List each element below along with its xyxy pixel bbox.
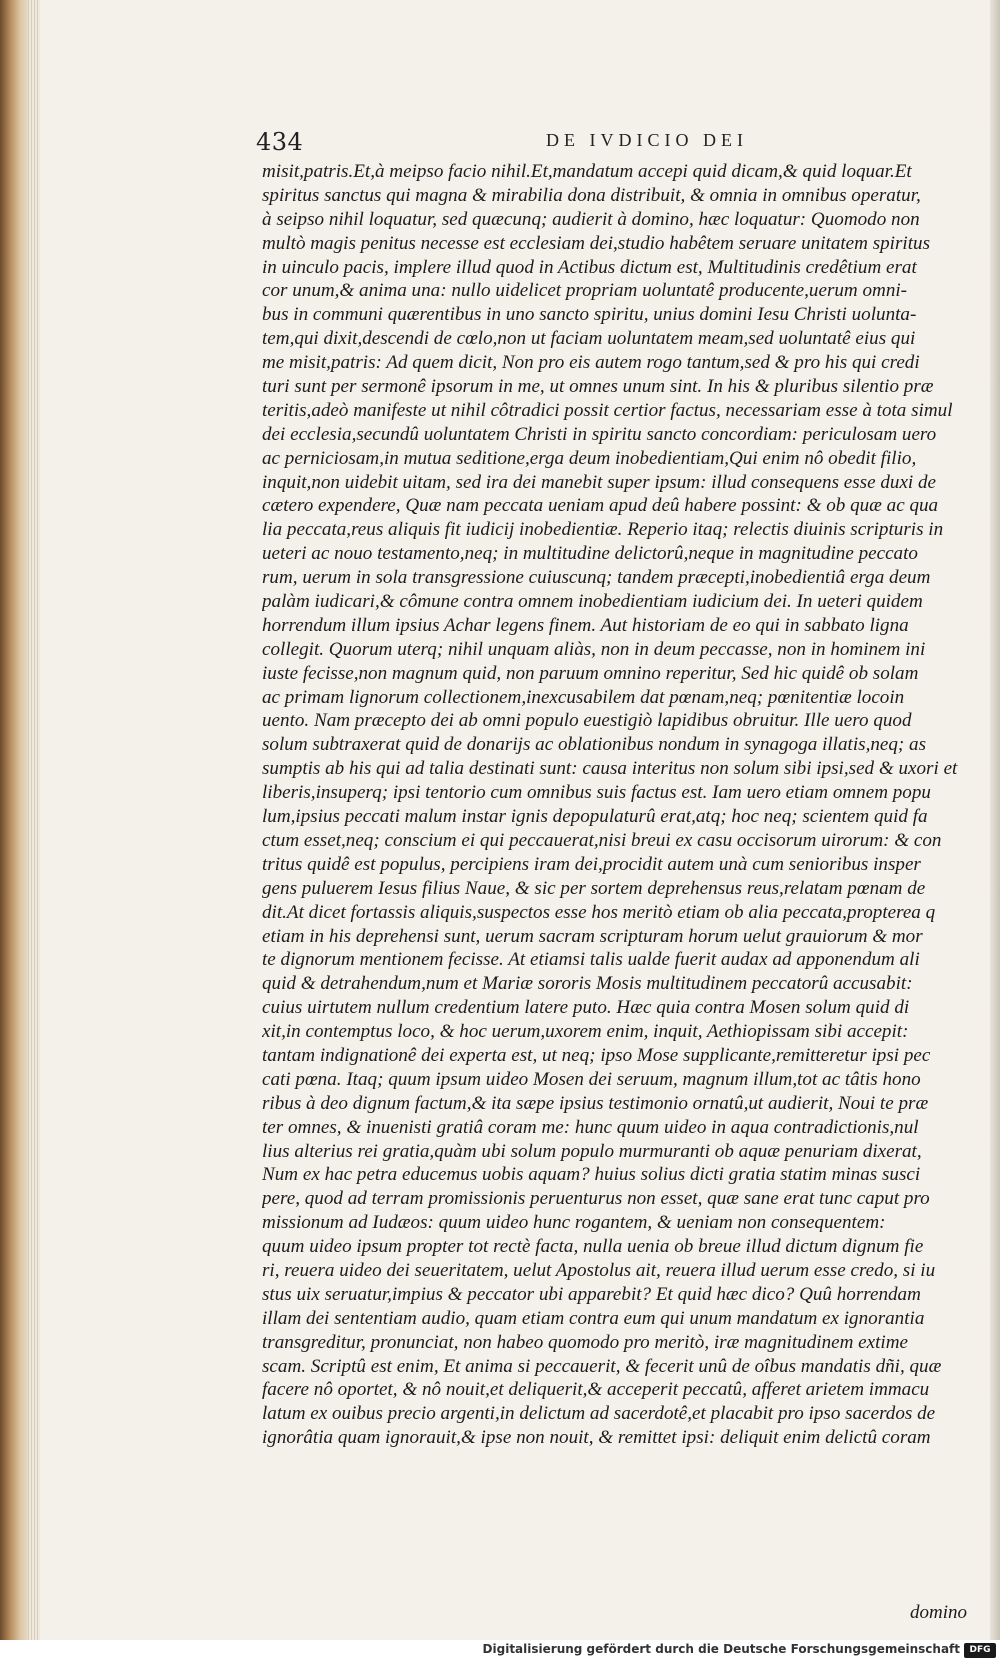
text-line: dei ecclesia,secundû uoluntatem Christi in spiritu sancto concordiam: periculosam uero [262,423,937,445]
text-line: bus in communi quærentibus in uno sancto spiritu, unius domini Iesu Christi uolunta- [262,304,917,326]
text-line: in uinculo pacis, implere illud quod in Actibus dictum est, Multitudinis credêtium erat [262,256,917,278]
text-line: spiritus sanctus qui magna & mirabilia dona distribuit, & omnia in omnibus operatur, [262,184,921,206]
text-line: ac perniciosam,in mutua seditione,erga deum inobedientiam,Qui enim nô obedit filio, [262,447,917,469]
text-line: cor unum,& anima una: nullo uidelicet propriam uoluntatê producente,uerum omni- [262,280,908,302]
text-line: misit,patris.Et,à meipso facio nihil.Et,mandatum accepi quid dicam,& quid loquar.Et [262,161,912,182]
text-line: dit.At dicet fortassis aliquis,suspectos esse hos meritò etiam ob alia peccata,propterea q [262,901,936,923]
text-line: ctum esset,neq; conscium ei qui peccauerat,nisi breui ex casu occisorum uirorum: & con [262,829,942,851]
text-line: illam dei sententiam audio, quam etiam contra eum qui unum mandatum ex ignorantia [262,1307,925,1329]
text-line: à seipso nihil loquatur, sed quæcunq; audierit à domino, hæc loquatur: Quomodo non [262,208,920,230]
text-line: pere, quod ad terram promissionis peruenturus non esset, quæ sane erat tunc caput pro [262,1188,930,1210]
text-line: cati pœna. Itaq; quum ipsum uideo Mosen dei seruum, magnum illum,tot ac tâtis hono [262,1068,921,1090]
text-line: quid & detrahendum,num et Mariæ sororis Mosis multitudinem peccatorû accusabit: [262,973,913,995]
text-line: rum, uerum in sola transgressione cuiuscunq; tandem præcepti,inobedientiâ erga deum [262,567,931,589]
text-line: horrendum illum ipsius Achar legens finem. Aut historiam de eo qui in sabbato ligna [262,614,909,636]
text-line: te dignorum mentionem fecisse. At etiamsi talis ualde fuerit audax ad apponendum ali [262,949,920,971]
footer-bar [0,1640,1000,1662]
text-line: solum subtraxerat quid de donarijs ac oblationibus nondum in synagoga illatis,neq; as [262,734,927,756]
text-line: ribus à deo dignum factum,& ita sæpe ipsius testimonio ornatû,ut audierit, Noui te præ [262,1092,929,1114]
text-line: tantam indignationê dei experta est, ut neq; ipso Mose supplicante,remitteretur ipsi pec [262,1044,931,1066]
text-line: cuius uirtutem nullum credentium latere puto. Hæc quia contra Mosen solum quid di [262,997,910,1019]
text-line: ri, reuera uideo dei seueritatem, uelut Apostolus ait, reuera illud uerum esse credo, si iu [262,1259,936,1281]
text-line: lia peccata,reus aliquis fit iudicij inobedientiæ. Reperio itaq; relectis diuinis scripturis in [262,519,944,541]
running-head: DE IVDICIO DEI [546,130,748,150]
text-line: lius alterius rei gratia,quàm ubi solum populo murmuranti ob aquæ penuriam dixerat, [262,1140,922,1162]
text-line: ac primam lignorum collectionem,inexcusabilem dat pœnam,neq; pœnitentiæ locoin [262,686,905,708]
text-line: sumptis ab his qui ad talia destinati sunt: causa interitus non solum sibi ipsi,sed & uxori et [262,758,958,780]
text-line: Num ex hac petra educemus uobis aquam? huius solius dicti gratia statim minas susci [262,1164,921,1186]
text-line: turi sunt per sermonê ipsorum in me, ut omnes unum sint. In his & pluribus silentio præ [262,376,934,398]
text-line: xit,in contemptus loco, & hoc uerum,uxorem enim, inquit, Aethiopissam sibi accepit: [262,1021,909,1043]
text-line: gens puluerem Iesus filius Naue, & sic per sortem deprehensus reus,relatam pœnam de [262,877,926,899]
text-line: scam. Scriptû est enim, Et anima si peccauerit, & fecerit unû de oîbus mandatis dñi, quæ [262,1355,942,1377]
text-line: quum uideo ipsum propter tot rectè facta, nulla uenia ob breue illud dictum dignum fie [262,1236,924,1258]
page-header [256,128,996,162]
text-line: facere nô oportet, & nô nouit,et deliquerit,& acceperit peccatû, afferet arietem immacu [262,1379,930,1401]
page-number: 434 [256,128,304,156]
text-line: palàm iudicari,& cômune contra omnem inobedientiam iudicium dei. In ueteri quidem [262,591,923,613]
text-line: teritis,adeò manifeste ut nihil côtradici possit certior factus, necessariam esse à tota simul [262,399,953,421]
page-edges [28,0,40,1640]
text-line: multò magis penitus necesse est ecclesiam dei,studio habêtem seruare unitatem spiritus [262,232,931,254]
text-line: iuste fecisse,non magnum quid, non paruum omnino reperitur, Sed hic quidê ob solam [262,662,919,684]
catchword: domino [910,1602,967,1623]
text-line: etiam in his deprehensi sunt, uerum sacram scripturam horum uelut grauiorum & mor [262,925,923,947]
text-line: tem,qui dixit,descendi de cœlo,non ut faciam uoluntatem meam,sed uoluntatê eius qui [262,328,916,350]
text-line: transgreditur, pronunciat, non habeo quomodo pro meritò, iræ magnitudinem extime [262,1331,908,1353]
dfg-logo-icon: DFG [964,1643,996,1658]
text-line: liberis,insuperq; ipsi tentorio cum omnibus suis factus est. Iam uero etiam omnem popu [262,782,931,804]
text-line: tritus quidê est populus, percipiens iram dei,procidit autem unà cum senioribus insper [262,853,921,875]
text-line: me misit,patris: Ad quem dicit, Non pro eis autem rogo tantum,sed & pro his qui credi [262,352,920,374]
text-line: ueteri ac nouo testamento,neq; in multitudine delictorû,neque in magnitudine peccato [262,543,918,565]
text-line: inquit,non uidebit uitam, sed ira dei manebit super ipsum: illud consequens esse duxi de [262,471,937,493]
text-line: latum ex ouibus precio argenti,in delictum ad sacerdotê,et placabit pro ipso sacerdos de [262,1403,936,1425]
body-text [262,160,974,1450]
text-line: ter omnes, & inuenisti gratiâ coram me: hunc quum uideo in aqua contradictionis,nul [262,1116,919,1138]
digitization-note: Digitalisierung gefördert durch die Deutsche Forschungsgemeinschaft [482,1642,960,1656]
text-line: missionum ad Iudæos: quum uideo hunc rogantem, & ueniam non consequentem: [262,1212,886,1234]
text-line: ignorâtia quam ignorauit,& ipse non nouit, & remittet ipsi: deliquit enim delictû coram [262,1427,931,1449]
text-line: collegit. Quorum uterq; nihil unquam aliàs, non in deum peccasse, non in hominem ini [262,638,926,660]
page-shadow [990,0,1000,1640]
text-line: lum,ipsius peccati malum instar ignis depopulaturû erat,atq; hoc neq; scientem quid fa [262,806,928,828]
text-line: cætero expendere, Quæ nam peccata ueniam apud deû habere possint: & ob quæ ac qua [262,495,939,517]
text-line: stus uix seruatur,impius & peccator ubi apparebit? Et quid hæc dico? Quû horrendam [262,1283,921,1305]
text-line: uento. Nam præcepto dei ab omni populo euestigiò lapidibus obruitur. Ille uero quod [262,710,912,732]
book-spine [0,0,28,1640]
